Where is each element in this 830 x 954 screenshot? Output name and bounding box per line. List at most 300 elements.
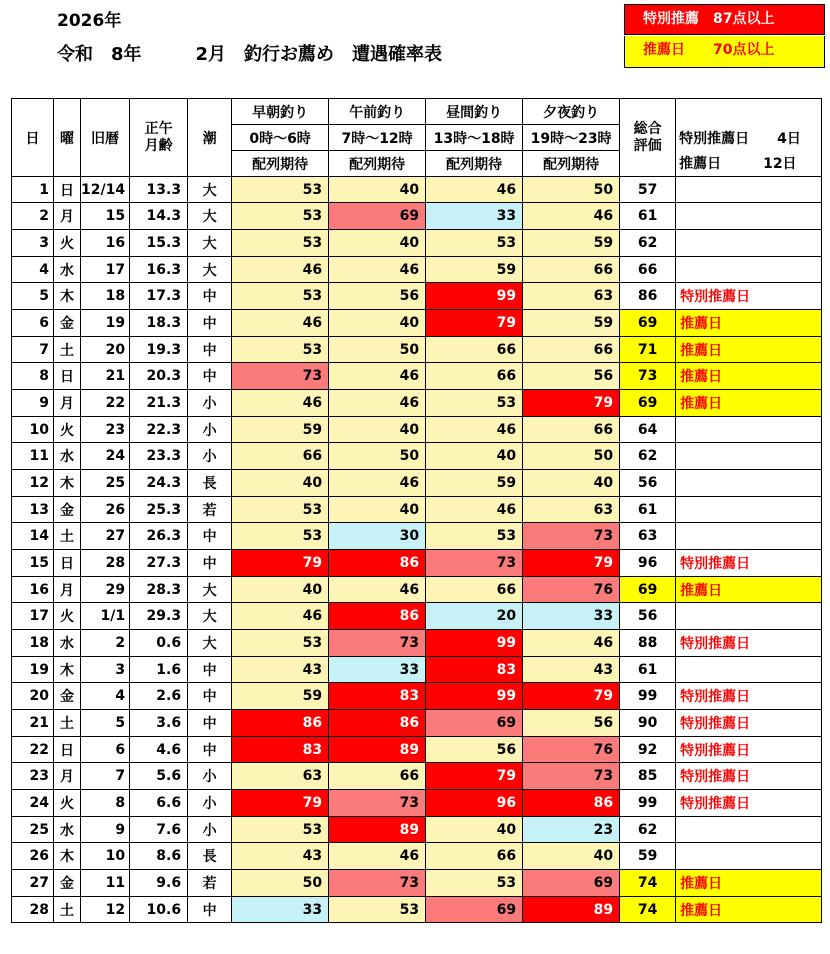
score-daytime: 66 xyxy=(426,363,523,390)
day-cell: 28 xyxy=(12,897,54,923)
score-morning: 40 xyxy=(329,230,426,257)
weekday-cell: 水 xyxy=(54,817,81,843)
total-score: 62 xyxy=(620,443,676,470)
recommendation-label: 特別推薦日 xyxy=(676,683,822,710)
score-evening: 63 xyxy=(523,283,620,310)
moon-age-cell: 9.6 xyxy=(130,870,188,897)
score-early: 53 xyxy=(232,497,329,523)
day-cell: 2 xyxy=(12,203,54,230)
score-morning: 73 xyxy=(329,790,426,817)
weekday-cell: 木 xyxy=(54,470,81,497)
recommendation-label xyxy=(676,843,822,870)
score-evening: 23 xyxy=(523,817,620,843)
table-row xyxy=(12,630,822,657)
score-evening: 79 xyxy=(523,550,620,577)
total-score: 74 xyxy=(620,870,676,897)
score-evening: 56 xyxy=(523,363,620,390)
legend-special: 特別推薦 87点以上 xyxy=(624,4,825,35)
moon-age-cell: 3.6 xyxy=(130,710,188,737)
tide-cell: 中 xyxy=(188,683,232,710)
tide-cell: 大 xyxy=(188,230,232,257)
day-cell: 9 xyxy=(12,390,54,417)
col-lunar: 旧暦 xyxy=(81,99,130,177)
day-cell: 10 xyxy=(12,417,54,443)
score-early: 83 xyxy=(232,737,329,763)
col-sub-morning: 配列期待 xyxy=(329,151,426,177)
day-cell: 11 xyxy=(12,443,54,470)
score-daytime: 66 xyxy=(426,577,523,603)
lunar-date-cell: 10 xyxy=(81,843,130,870)
score-daytime: 83 xyxy=(426,657,523,683)
col-sub-evening: 配列期待 xyxy=(523,151,620,177)
score-daytime: 53 xyxy=(426,523,523,550)
table-row xyxy=(12,230,822,257)
score-daytime: 69 xyxy=(426,897,523,923)
score-evening: 76 xyxy=(523,737,620,763)
tide-cell: 大 xyxy=(188,177,232,203)
table-row xyxy=(12,870,822,897)
day-cell: 27 xyxy=(12,870,54,897)
table-row xyxy=(12,417,822,443)
lunar-date-cell: 1/1 xyxy=(81,603,130,630)
weekday-cell: 火 xyxy=(54,417,81,443)
lunar-date-cell: 21 xyxy=(81,363,130,390)
weekday-cell: 水 xyxy=(54,443,81,470)
lunar-date-cell: 22 xyxy=(81,390,130,417)
score-morning: 40 xyxy=(329,310,426,337)
recommendation-label xyxy=(676,417,822,443)
total-score: 66 xyxy=(620,257,676,283)
weekday-cell: 土 xyxy=(54,337,81,363)
score-evening: 73 xyxy=(523,523,620,550)
total-score: 62 xyxy=(620,230,676,257)
score-morning: 53 xyxy=(329,897,426,923)
col-time-evening: 19時～23時 xyxy=(523,125,620,151)
tide-cell: 大 xyxy=(188,630,232,657)
score-early: 46 xyxy=(232,390,329,417)
table-row xyxy=(12,310,822,337)
score-early: 40 xyxy=(232,470,329,497)
recommendation-label: 推薦日 xyxy=(676,390,822,417)
col-time-morning: 7時～12時 xyxy=(329,125,426,151)
recommendation-label xyxy=(676,470,822,497)
total-score: 61 xyxy=(620,657,676,683)
col-tide: 潮 xyxy=(188,99,232,177)
score-daytime: 53 xyxy=(426,390,523,417)
score-daytime: 79 xyxy=(426,763,523,790)
lunar-date-cell: 6 xyxy=(81,737,130,763)
col-period-early: 早朝釣り xyxy=(232,99,329,125)
score-evening: 59 xyxy=(523,230,620,257)
score-early: 50 xyxy=(232,870,329,897)
table-row xyxy=(12,577,822,603)
table-row xyxy=(12,657,822,683)
recommendation-label: 推薦日 xyxy=(676,577,822,603)
score-morning: 69 xyxy=(329,203,426,230)
score-daytime: 96 xyxy=(426,790,523,817)
score-early: 46 xyxy=(232,603,329,630)
total-score: 61 xyxy=(620,203,676,230)
recommendation-label: 特別推薦日 xyxy=(676,737,822,763)
score-morning: 46 xyxy=(329,577,426,603)
day-cell: 12 xyxy=(12,470,54,497)
table-row xyxy=(12,283,822,310)
day-cell: 8 xyxy=(12,363,54,390)
score-early: 63 xyxy=(232,763,329,790)
lunar-date-cell: 15 xyxy=(81,203,130,230)
table-row xyxy=(12,737,822,763)
score-morning: 40 xyxy=(329,497,426,523)
total-score: 85 xyxy=(620,763,676,790)
moon-age-cell: 28.3 xyxy=(130,577,188,603)
score-daytime: 69 xyxy=(426,710,523,737)
recommendation-label xyxy=(676,203,822,230)
weekday-cell: 火 xyxy=(54,603,81,630)
moon-age-cell: 16.3 xyxy=(130,257,188,283)
score-morning: 86 xyxy=(329,603,426,630)
lunar-date-cell: 26 xyxy=(81,497,130,523)
score-daytime: 33 xyxy=(426,203,523,230)
col-sub-early: 配列期待 xyxy=(232,151,329,177)
score-evening: 50 xyxy=(523,177,620,203)
score-early: 53 xyxy=(232,817,329,843)
weekday-cell: 木 xyxy=(54,657,81,683)
total-score: 90 xyxy=(620,710,676,737)
weekday-cell: 月 xyxy=(54,763,81,790)
moon-age-cell: 1.6 xyxy=(130,657,188,683)
recommendation-label: 特別推薦日 xyxy=(676,763,822,790)
tide-cell: 中 xyxy=(188,550,232,577)
tide-cell: 中 xyxy=(188,657,232,683)
lunar-date-cell: 24 xyxy=(81,443,130,470)
table-row xyxy=(12,763,822,790)
total-score: 61 xyxy=(620,497,676,523)
score-evening: 33 xyxy=(523,603,620,630)
score-evening: 46 xyxy=(523,203,620,230)
score-early: 53 xyxy=(232,630,329,657)
score-daytime: 56 xyxy=(426,737,523,763)
tide-cell: 大 xyxy=(188,603,232,630)
day-cell: 13 xyxy=(12,497,54,523)
col-time-early: 0時～6時 xyxy=(232,125,329,151)
score-early: 43 xyxy=(232,843,329,870)
lunar-date-cell: 11 xyxy=(81,870,130,897)
weekday-cell: 木 xyxy=(54,843,81,870)
lunar-date-cell: 5 xyxy=(81,710,130,737)
tide-cell: 小 xyxy=(188,417,232,443)
score-daytime: 46 xyxy=(426,417,523,443)
day-cell: 26 xyxy=(12,843,54,870)
weekday-cell: 日 xyxy=(54,363,81,390)
score-evening: 40 xyxy=(523,843,620,870)
recommendation-label: 推薦日 xyxy=(676,897,822,923)
tide-cell: 大 xyxy=(188,577,232,603)
col-sub-daytime: 配列期待 xyxy=(426,151,523,177)
col-day: 日 xyxy=(12,99,54,177)
score-morning: 56 xyxy=(329,283,426,310)
score-daytime: 99 xyxy=(426,283,523,310)
moon-age-cell: 19.3 xyxy=(130,337,188,363)
score-evening: 63 xyxy=(523,497,620,523)
weekday-cell: 金 xyxy=(54,497,81,523)
col-period-morning: 午前釣り xyxy=(329,99,426,125)
score-morning: 46 xyxy=(329,363,426,390)
total-score: 56 xyxy=(620,470,676,497)
score-evening: 79 xyxy=(523,683,620,710)
day-cell: 21 xyxy=(12,710,54,737)
score-daytime: 99 xyxy=(426,630,523,657)
score-daytime: 59 xyxy=(426,257,523,283)
col-moon-age-line1: 正午 xyxy=(144,120,173,137)
day-cell: 16 xyxy=(12,577,54,603)
score-morning: 86 xyxy=(329,710,426,737)
weekday-cell: 土 xyxy=(54,523,81,550)
tide-cell: 小 xyxy=(188,790,232,817)
score-morning: 73 xyxy=(329,870,426,897)
tide-cell: 中 xyxy=(188,737,232,763)
col-time-daytime: 13時～18時 xyxy=(426,125,523,151)
weekday-cell: 金 xyxy=(54,310,81,337)
score-early: 79 xyxy=(232,550,329,577)
table-row xyxy=(12,683,822,710)
total-score: 99 xyxy=(620,790,676,817)
total-score: 96 xyxy=(620,550,676,577)
score-daytime: 46 xyxy=(426,177,523,203)
score-morning: 50 xyxy=(329,443,426,470)
score-evening: 66 xyxy=(523,257,620,283)
recommendation-label xyxy=(676,257,822,283)
total-score: 74 xyxy=(620,897,676,923)
score-morning: 89 xyxy=(329,737,426,763)
lunar-date-cell: 19 xyxy=(81,310,130,337)
score-daytime: 73 xyxy=(426,550,523,577)
score-evening: 73 xyxy=(523,763,620,790)
tide-cell: 中 xyxy=(188,710,232,737)
score-early: 53 xyxy=(232,230,329,257)
total-score: 57 xyxy=(620,177,676,203)
score-early: 53 xyxy=(232,523,329,550)
score-evening: 66 xyxy=(523,417,620,443)
day-cell: 25 xyxy=(12,817,54,843)
total-score: 88 xyxy=(620,630,676,657)
total-score: 56 xyxy=(620,603,676,630)
score-early: 46 xyxy=(232,257,329,283)
col-weekday: 曜 xyxy=(54,99,81,177)
total-score: 69 xyxy=(620,577,676,603)
score-evening: 66 xyxy=(523,337,620,363)
score-evening: 76 xyxy=(523,577,620,603)
score-early: 43 xyxy=(232,657,329,683)
score-evening: 69 xyxy=(523,870,620,897)
recommendation-label xyxy=(676,603,822,630)
weekday-cell: 水 xyxy=(54,257,81,283)
weekday-cell: 月 xyxy=(54,577,81,603)
recommendation-label xyxy=(676,817,822,843)
score-morning: 66 xyxy=(329,763,426,790)
table-row xyxy=(12,470,822,497)
recommendation-label xyxy=(676,443,822,470)
weekday-cell: 木 xyxy=(54,283,81,310)
score-evening: 79 xyxy=(523,390,620,417)
recommendation-label: 特別推薦日 xyxy=(676,630,822,657)
score-evening: 40 xyxy=(523,470,620,497)
moon-age-cell: 23.3 xyxy=(130,443,188,470)
recommendation-label: 推薦日 xyxy=(676,310,822,337)
score-daytime: 66 xyxy=(426,843,523,870)
total-score: 99 xyxy=(620,683,676,710)
weekday-cell: 金 xyxy=(54,683,81,710)
score-early: 86 xyxy=(232,710,329,737)
tide-cell: 中 xyxy=(188,363,232,390)
score-daytime: 53 xyxy=(426,230,523,257)
moon-age-cell: 29.3 xyxy=(130,603,188,630)
tide-cell: 小 xyxy=(188,817,232,843)
score-evening: 59 xyxy=(523,310,620,337)
moon-age-cell: 17.3 xyxy=(130,283,188,310)
probability-table xyxy=(11,98,822,923)
weekday-cell: 月 xyxy=(54,390,81,417)
col-total-line2: 評価 xyxy=(633,137,662,154)
weekday-cell: 日 xyxy=(54,737,81,763)
moon-age-cell: 5.6 xyxy=(130,763,188,790)
moon-age-cell: 25.3 xyxy=(130,497,188,523)
score-early: 53 xyxy=(232,283,329,310)
score-daytime: 59 xyxy=(426,470,523,497)
table-row xyxy=(12,257,822,283)
tide-cell: 中 xyxy=(188,310,232,337)
table-row xyxy=(12,337,822,363)
score-daytime: 79 xyxy=(426,310,523,337)
moon-age-cell: 20.3 xyxy=(130,363,188,390)
moon-age-cell: 4.6 xyxy=(130,737,188,763)
score-early: 53 xyxy=(232,337,329,363)
recommendation-label xyxy=(676,523,822,550)
lunar-date-cell: 27 xyxy=(81,523,130,550)
day-cell: 18 xyxy=(12,630,54,657)
total-score: 59 xyxy=(620,843,676,870)
total-score: 63 xyxy=(620,523,676,550)
col-total-line1: 総合 xyxy=(633,120,662,137)
moon-age-cell: 2.6 xyxy=(130,683,188,710)
weekday-cell: 土 xyxy=(54,710,81,737)
summary-recommended-count: 推薦日 12日 xyxy=(676,151,822,177)
lunar-date-cell: 9 xyxy=(81,817,130,843)
moon-age-cell: 27.3 xyxy=(130,550,188,577)
moon-age-cell: 0.6 xyxy=(130,630,188,657)
score-morning: 89 xyxy=(329,817,426,843)
total-score: 64 xyxy=(620,417,676,443)
summary-top xyxy=(676,99,822,125)
score-morning: 40 xyxy=(329,417,426,443)
table-row xyxy=(12,550,822,577)
score-early: 73 xyxy=(232,363,329,390)
tide-cell: 中 xyxy=(188,283,232,310)
tide-cell: 長 xyxy=(188,470,232,497)
score-early: 79 xyxy=(232,790,329,817)
tide-cell: 大 xyxy=(188,257,232,283)
day-cell: 14 xyxy=(12,523,54,550)
score-evening: 86 xyxy=(523,790,620,817)
lunar-date-cell: 18 xyxy=(81,283,130,310)
moon-age-cell: 8.6 xyxy=(130,843,188,870)
lunar-date-cell: 23 xyxy=(81,417,130,443)
recommendation-label xyxy=(676,230,822,257)
recommendation-label xyxy=(676,657,822,683)
day-cell: 22 xyxy=(12,737,54,763)
day-cell: 15 xyxy=(12,550,54,577)
day-cell: 7 xyxy=(12,337,54,363)
table-body xyxy=(12,177,822,923)
table-row xyxy=(12,203,822,230)
col-period-daytime: 昼間釣り xyxy=(426,99,523,125)
day-cell: 20 xyxy=(12,683,54,710)
score-early: 33 xyxy=(232,897,329,923)
lunar-date-cell: 16 xyxy=(81,230,130,257)
moon-age-cell: 14.3 xyxy=(130,203,188,230)
col-moon-age xyxy=(130,99,188,177)
score-morning: 46 xyxy=(329,390,426,417)
table-row xyxy=(12,710,822,737)
weekday-cell: 火 xyxy=(54,230,81,257)
weekday-cell: 土 xyxy=(54,897,81,923)
col-total xyxy=(620,99,676,177)
total-score: 71 xyxy=(620,337,676,363)
moon-age-cell: 18.3 xyxy=(130,310,188,337)
lunar-date-cell: 3 xyxy=(81,657,130,683)
score-early: 46 xyxy=(232,310,329,337)
lunar-date-cell: 29 xyxy=(81,577,130,603)
score-daytime: 20 xyxy=(426,603,523,630)
tide-cell: 大 xyxy=(188,203,232,230)
table-row xyxy=(12,897,822,923)
score-early: 40 xyxy=(232,577,329,603)
score-daytime: 40 xyxy=(426,817,523,843)
year-heading: 2026年 xyxy=(57,11,122,31)
score-morning: 46 xyxy=(329,470,426,497)
weekday-cell: 水 xyxy=(54,630,81,657)
moon-age-cell: 24.3 xyxy=(130,470,188,497)
table-row xyxy=(12,843,822,870)
weekday-cell: 日 xyxy=(54,550,81,577)
day-cell: 6 xyxy=(12,310,54,337)
lunar-date-cell: 12/14 xyxy=(81,177,130,203)
col-period-evening: 夕夜釣り xyxy=(523,99,620,125)
recommendation-label xyxy=(676,177,822,203)
score-early: 53 xyxy=(232,177,329,203)
day-cell: 24 xyxy=(12,790,54,817)
score-morning: 46 xyxy=(329,257,426,283)
total-score: 92 xyxy=(620,737,676,763)
table-row xyxy=(12,523,822,550)
recommendation-label: 特別推薦日 xyxy=(676,283,822,310)
score-morning: 33 xyxy=(329,657,426,683)
lunar-date-cell: 28 xyxy=(81,550,130,577)
moon-age-cell: 15.3 xyxy=(130,230,188,257)
moon-age-cell: 22.3 xyxy=(130,417,188,443)
day-cell: 23 xyxy=(12,763,54,790)
legend-recommended: 推薦日 70点以上 xyxy=(624,36,825,68)
score-daytime: 40 xyxy=(426,443,523,470)
lunar-date-cell: 8 xyxy=(81,790,130,817)
total-score: 86 xyxy=(620,283,676,310)
total-score: 69 xyxy=(620,310,676,337)
score-evening: 43 xyxy=(523,657,620,683)
moon-age-cell: 21.3 xyxy=(130,390,188,417)
table-row xyxy=(12,363,822,390)
tide-cell: 若 xyxy=(188,497,232,523)
moon-age-cell: 26.3 xyxy=(130,523,188,550)
lunar-date-cell: 12 xyxy=(81,897,130,923)
